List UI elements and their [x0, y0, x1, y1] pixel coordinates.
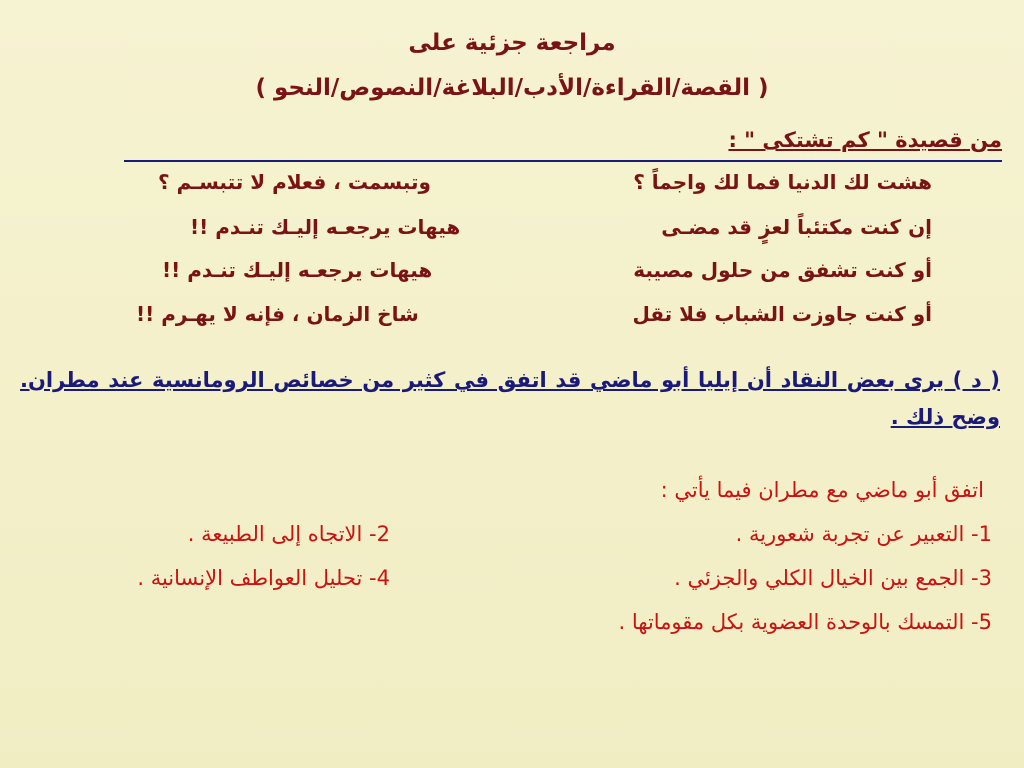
verse-4-first-hemistich: أو كنت جاوزت الشباب فلا تقل — [632, 302, 932, 326]
verse-3-second-hemistich: هيهات يرجعـه إليـك تنـدم !! — [162, 258, 433, 282]
verse-2-second-hemistich: هيهات يرجعـه إليـك تنـدم !! — [190, 215, 461, 239]
verse-4-second-hemistich: شاخ الزمان ، فإنه لا يهـرم !! — [136, 302, 419, 326]
verse-1-first-hemistich: هشت لك الدنيا فما لك واجماً ؟ — [633, 170, 932, 194]
answer-item-2: 2- الاتجاه إلى الطبيعة . — [187, 522, 390, 546]
poem-heading: من قصيدة " كم تشتكى " : — [728, 128, 1002, 152]
answer-item-1: 1- التعبير عن تجربة شعورية . — [735, 522, 992, 546]
poem-divider — [124, 160, 1002, 162]
verse-1-second-hemistich: وتبسمت ، فعلام لا تتبسـم ؟ — [158, 170, 431, 194]
verse-2-first-hemistich: إن كنت مكتئباً لعزٍ قد مضـى — [661, 215, 932, 239]
answer-item-3: 3- الجمع بين الخيال الكلي والجزئي . — [674, 566, 992, 590]
answer-intro: اتفق أبو ماضي مع مطران فيما يأتي : — [660, 478, 984, 502]
answer-item-5: 5- التمسك بالوحدة العضوية بكل مقوماتها . — [618, 610, 992, 634]
verse-3-first-hemistich: أو كنت تشفق من حلول مصيبة — [633, 258, 932, 282]
slide-title: مراجعة جزئية على — [408, 30, 616, 56]
answer-item-4: 4- تحليل العواطف الإنسانية . — [137, 566, 390, 590]
slide-subtitle: ( القصة/القراءة/الأدب/البلاغة/النصوص/النحو ) — [255, 75, 769, 101]
question-d: ( د ) يرى بعض النقاد أن إيليا أبو ماضي قد اتفق في كثير من خصائص الرومانسية عند مطران. وضح ذلك . — [20, 368, 1000, 429]
